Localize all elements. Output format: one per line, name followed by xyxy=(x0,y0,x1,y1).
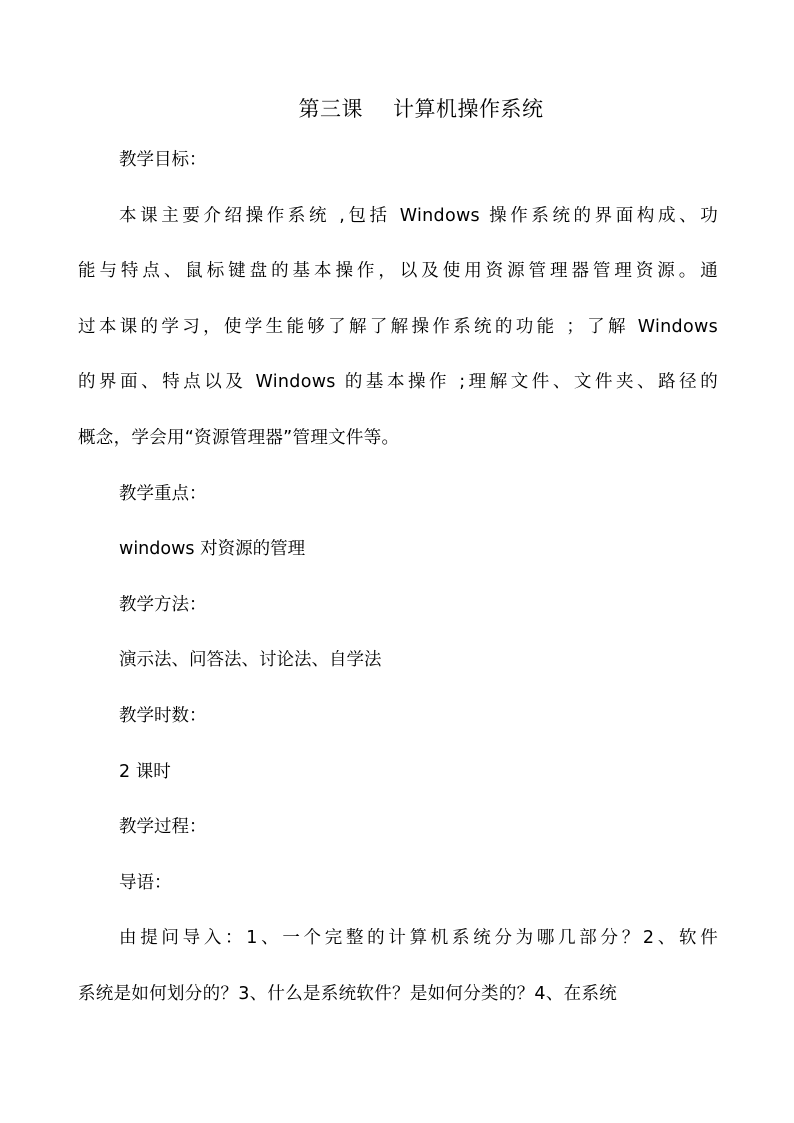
title-lesson-number: 第三课 xyxy=(298,97,363,121)
intro-paragraph xyxy=(78,924,718,1008)
intro-heading: 导语： xyxy=(119,872,172,893)
document-body xyxy=(78,146,718,1036)
objective-heading: 教学目标： xyxy=(119,150,207,170)
focus-text: windows 对资源的管理 xyxy=(119,539,306,560)
focus-heading: 教学重点： xyxy=(119,483,207,504)
intro-line: 系统是如何划分的？3、什么是系统软件？是如何分类的？4、在系统 xyxy=(78,983,618,1004)
intro-line: 由提问导入：1、一个完整的计算机系统分为哪几部分？2、软件 xyxy=(119,928,718,949)
objective-line: 本课主要介绍操作系统 ,包括 Windows 操作系统的界面构成、功 xyxy=(119,205,718,226)
method-heading: 教学方法： xyxy=(119,594,207,615)
method-text: 演示法、问答法、讨论法、自学法 xyxy=(119,650,382,671)
objective-paragraph xyxy=(78,202,718,452)
hours-heading: 教学时数： xyxy=(119,705,207,726)
page-title xyxy=(0,94,794,124)
title-lesson-name: 计算机操作系统 xyxy=(393,97,544,121)
objective-line: 过本课的学习，使学生能够了解了解操作系统的功能 ；了解 Windows xyxy=(78,316,718,337)
hours-text: 2 课时 xyxy=(119,761,171,782)
objective-line: 概念，学会用“资源管理器”管理文件等。 xyxy=(78,427,400,448)
objective-line: 能与特点、鼠标键盘的基本操作，以及使用资源管理器管理资源。通 xyxy=(78,261,718,282)
process-heading: 教学过程： xyxy=(119,817,207,838)
objective-line: 的界面、特点以及 Windows 的基本操作 ;理解文件、文件夹、路径的 xyxy=(78,372,718,393)
